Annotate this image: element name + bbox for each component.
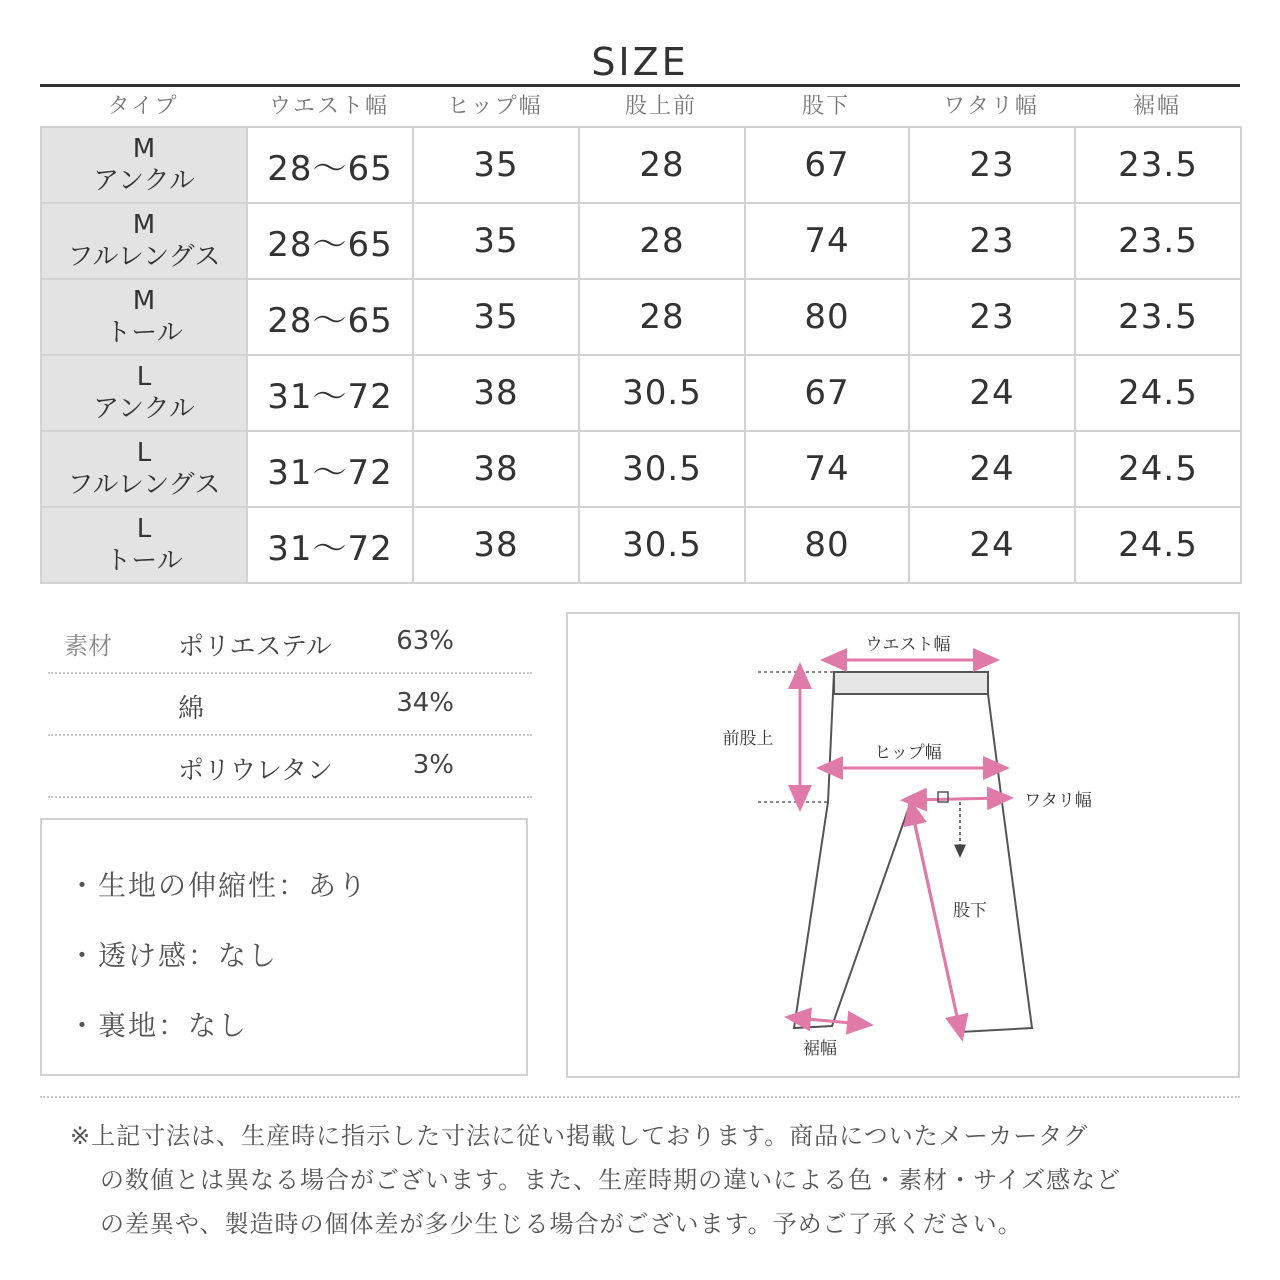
- length-type-label: フルレングス: [67, 470, 221, 500]
- measurement-cell: 31〜72: [247, 355, 413, 431]
- material-percent: 3%: [412, 750, 454, 780]
- header-hip: ヒップ幅: [447, 94, 543, 119]
- measurement-cell: 23: [909, 279, 1075, 355]
- thigh-label: ワタリ幅: [1024, 791, 1092, 811]
- measurement-cell: 35: [413, 279, 579, 355]
- inseam-label: 股下: [953, 901, 987, 921]
- disclaimer-divider: [40, 1096, 1240, 1098]
- measurement-cell: 28: [579, 127, 745, 203]
- material-percent: 63%: [396, 626, 454, 656]
- measurement-cell: 74: [745, 203, 909, 279]
- disclaimer-line: の数値とは異なる場合がございます。また、生産時期の違いによる色・素材・サイズ感など: [100, 1166, 1122, 1194]
- measurement-cell: 30.5: [579, 507, 745, 583]
- measurement-cell: 24: [909, 431, 1075, 507]
- length-type-label: アンクル: [93, 166, 195, 196]
- material-name: 綿: [178, 694, 205, 724]
- material-row: [48, 674, 532, 736]
- measurement-cell: 24: [909, 355, 1075, 431]
- size-type-cell: [41, 127, 247, 203]
- measurement-cell: 35: [413, 127, 579, 203]
- note-stretch: ・生地の伸縮性：あり: [68, 869, 369, 902]
- header-waist: ウエスト幅: [268, 94, 389, 119]
- measurement-cell: 28〜65: [247, 203, 413, 279]
- note-lining: ・裏地：なし: [68, 1009, 249, 1042]
- material-row: [48, 736, 532, 798]
- measurement-cell: 23.5: [1075, 279, 1241, 355]
- measurement-cell: 31〜72: [247, 507, 413, 583]
- measurement-cell: 28〜65: [247, 279, 413, 355]
- size-row: [41, 203, 1241, 279]
- pants-diagram: [568, 614, 1242, 1080]
- size-table-body: [41, 127, 1241, 583]
- measurement-cell: 38: [413, 431, 579, 507]
- size-type-cell: [41, 431, 247, 507]
- measurement-cell: 24.5: [1075, 431, 1241, 507]
- measurement-cell: 23: [909, 203, 1075, 279]
- measurement-cell: 28: [579, 279, 745, 355]
- size-row: [41, 127, 1241, 203]
- header-thigh: ワタリ幅: [943, 94, 1039, 119]
- measurement-cell: 24: [909, 507, 1075, 583]
- measurement-cell: 28〜65: [247, 127, 413, 203]
- material-row: [48, 612, 532, 674]
- size-title: SIZE: [591, 40, 689, 84]
- size-type-cell: [41, 279, 247, 355]
- waist-label: ウエスト幅: [865, 635, 951, 655]
- measurement-cell: 24.5: [1075, 507, 1241, 583]
- measurement-cell: 23.5: [1075, 127, 1241, 203]
- thigh-arrow: [912, 798, 1002, 800]
- title-divider: [40, 84, 1240, 87]
- header-front-rise: 股上前: [624, 94, 697, 119]
- header-type: タイプ: [107, 94, 179, 119]
- size-label: L: [136, 514, 152, 544]
- length-type-label: トール: [105, 546, 183, 576]
- disclaimer: [70, 1114, 1230, 1246]
- measurement-cell: 31〜72: [247, 431, 413, 507]
- measurement-cell: 38: [413, 507, 579, 583]
- pants-outline: [794, 672, 1032, 1032]
- size-label: M: [132, 286, 156, 316]
- measurement-cell: 23: [909, 127, 1075, 203]
- size-row: [41, 507, 1241, 583]
- measurement-cell: 80: [745, 507, 909, 583]
- measurement-cell: 38: [413, 355, 579, 431]
- rise-label: 前股上: [722, 729, 774, 749]
- size-label: M: [132, 134, 156, 164]
- measurement-diagram: [566, 612, 1240, 1078]
- size-row: [41, 355, 1241, 431]
- size-type-cell: [41, 355, 247, 431]
- note-sheerness: ・透け感：なし: [68, 939, 279, 972]
- size-type-cell: [41, 507, 247, 583]
- measurement-cell: 80: [745, 279, 909, 355]
- material-section: [48, 612, 532, 798]
- hip-label: ヒップ幅: [874, 743, 942, 763]
- measurement-cell: 30.5: [579, 431, 745, 507]
- material-name: ポリウレタン: [178, 756, 333, 786]
- size-type-cell: [41, 203, 247, 279]
- material-percent: 34%: [396, 688, 454, 718]
- size-row: [41, 431, 1241, 507]
- length-type-label: トール: [105, 318, 183, 348]
- size-table-header: [40, 90, 1240, 124]
- measurement-cell: 67: [745, 355, 909, 431]
- measurement-cell: 30.5: [579, 355, 745, 431]
- waistband: [834, 672, 988, 694]
- length-type-label: フルレングス: [67, 242, 221, 272]
- disclaimer-line: の差異や、製造時の個体差が多少生じる場合がございます。予めご了承ください。: [100, 1210, 1023, 1238]
- material-name: ポリエステル: [178, 632, 332, 662]
- hem-label: 裾幅: [803, 1039, 837, 1059]
- size-row: [41, 279, 1241, 355]
- header-hem: 裾幅: [1132, 94, 1181, 119]
- measurement-cell: 28: [579, 203, 745, 279]
- measurement-cell: 23.5: [1075, 203, 1241, 279]
- fabric-notes-box: [40, 818, 528, 1076]
- size-table: [40, 126, 1242, 584]
- measurement-cell: 24.5: [1075, 355, 1241, 431]
- size-label: L: [136, 438, 152, 468]
- length-type-label: アンクル: [93, 394, 195, 424]
- measurement-cell: 67: [745, 127, 909, 203]
- disclaimer-line: ※上記寸法は、生産時に指示した寸法に従い掲載しております。商品についたメーカータグ: [70, 1122, 1089, 1150]
- header-inseam: 股下: [801, 94, 850, 119]
- measurement-cell: 74: [745, 431, 909, 507]
- measurement-cell: 35: [413, 203, 579, 279]
- material-label: 素材: [64, 632, 112, 660]
- size-label: M: [132, 210, 156, 240]
- size-label: L: [136, 362, 152, 392]
